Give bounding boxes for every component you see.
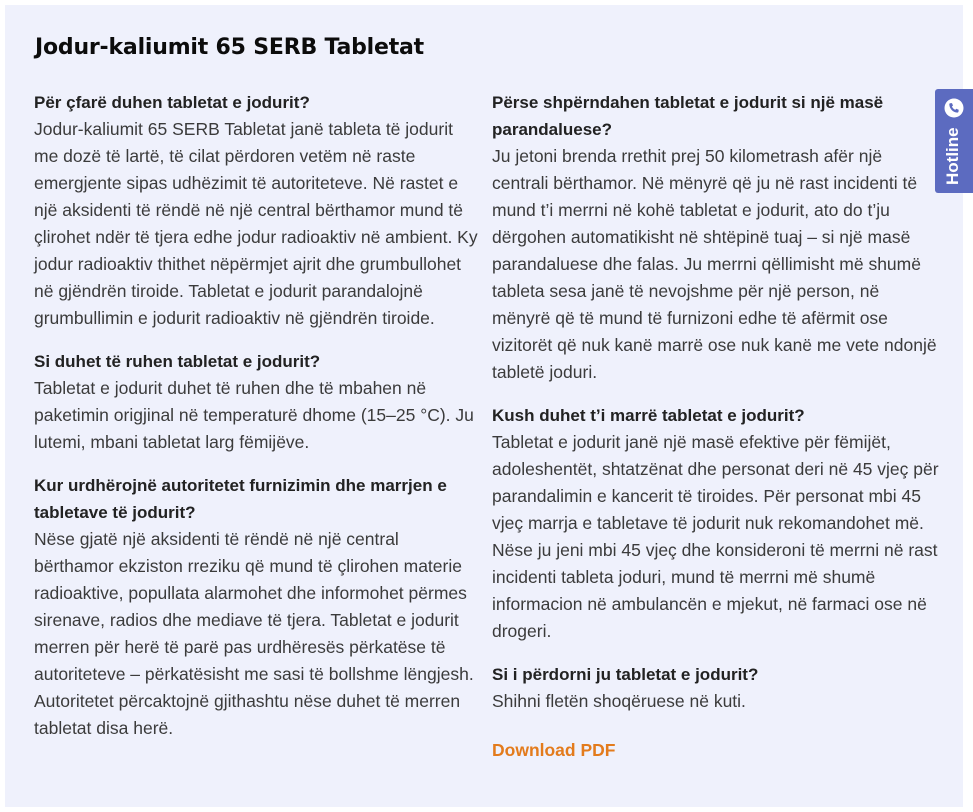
faq-answer: Tabletat e jodurit duhet të ruhen dhe të mbahen në paketimin origjinal në temperaturë dhome (15–25 °C). Ju lutemi, mbani tabletat larg fëmijëve. xyxy=(34,378,474,452)
faq-answer: Nëse gjatë një aksidenti të rëndë në një central bërthamor ekziston rreziku që mund të çlirohen materie radioaktive, popullata alarmohet dhe informohet përmes sirenave, radios dhe mediave të tjera. Tabletat e jodurit merren për herë të parë pas urdhëresës përkatëse të autoriteteve – përkatësisht me sasi të bollshme lëngjesh. Autoritetet përcaktojnë gjithashtu nëse duhet të merren tabletat disa herë. xyxy=(34,529,474,738)
faq-question: Përse shpërndahen tabletat e jodurit si një masë parandaluese? xyxy=(492,93,884,139)
faq-answer: Jodur-kaliumit 65 SERB Tabletat janë tableta të jodurit me dozë të lartë, të cilat përdoren vetëm në raste emergjente sipas udhëzimit të autoriteteve. Në rastet e një aksidenti të rëndë në një central bërthamor mund të çlirohet ndër të tjera edhe jodur radioaktiv në ambient. Ky jodur radioaktiv thithet nëpërmjet ajrit dhe grumbullohet në gjëndrën tiroide. Tabletat e jodurit parandalojnë grumbullimin e jodurit radioaktiv në gjëndrën tiroide. xyxy=(34,119,478,328)
page-title: Jodur-kaliumit 65 SERB Tabletat xyxy=(35,35,424,60)
faq-question: Si i përdorni ju tabletat e jodurit? xyxy=(492,665,759,684)
info-panel xyxy=(5,5,963,807)
phone-icon xyxy=(944,98,964,118)
right-column xyxy=(492,89,939,764)
faq-question: Për çfarë duhen tabletat e jodurit? xyxy=(34,93,310,112)
faq-question: Kush duhet t’i marrë tabletat e jodurit? xyxy=(492,406,805,425)
faq-section xyxy=(492,89,939,386)
faq-answer: Tabletat e jodurit janë një masë efektive për fëmijët, adoleshentët, shtatzënat dhe personat deri në 45 vjeç për parandalimin e kancerit të tiroides. Për personat mbi 45 vjeç marrja e tabletave të jodurit nuk rekomandohet më. Nëse ju jeni mbi 45 vjeç dhe konsideroni të merrni në rast incidenti tableta joduri, mund të merrni më shumë informacion në ambulancën e mjekut, në farmaci ose në drogeri. xyxy=(492,432,939,641)
hotline-tab[interactable] xyxy=(935,89,973,193)
faq-question: Si duhet të ruhen tabletat e jodurit? xyxy=(34,352,321,371)
download-pdf-link[interactable]: Download PDF xyxy=(492,740,616,760)
faq-section xyxy=(492,402,939,645)
hotline-label: Hotline xyxy=(943,127,962,185)
faq-question: Kur urdhërojnë autoritetet furnizimin dhe marrjen e tabletave të jodurit? xyxy=(34,476,447,522)
faq-section xyxy=(34,472,479,742)
faq-answer: Shihni fletën shoqëruese në kuti. xyxy=(492,691,746,711)
faq-section xyxy=(34,348,479,456)
faq-answer: Ju jetoni brenda rrethit prej 50 kilometrash afër një centrali bërthamor. Në mënyrë që ju në rast incidenti të mund t’i merrni në kohë tabletat e jodurit, ato do t’ju dërgohen automatikisht në shtëpinë tuaj – si një masë parandaluese dhe falas. Ju merrni qëllimisht më shumë tableta sesa janë të nevojshme për një person, në mënyrë që të mund të furnizoni edhe të afërmit ose vizitorët që nuk kanë marrë ose nuk kanë me vete ndonjë tabletë joduri. xyxy=(492,146,937,382)
left-column xyxy=(34,89,479,758)
faq-section xyxy=(34,89,479,332)
faq-section xyxy=(492,661,939,715)
